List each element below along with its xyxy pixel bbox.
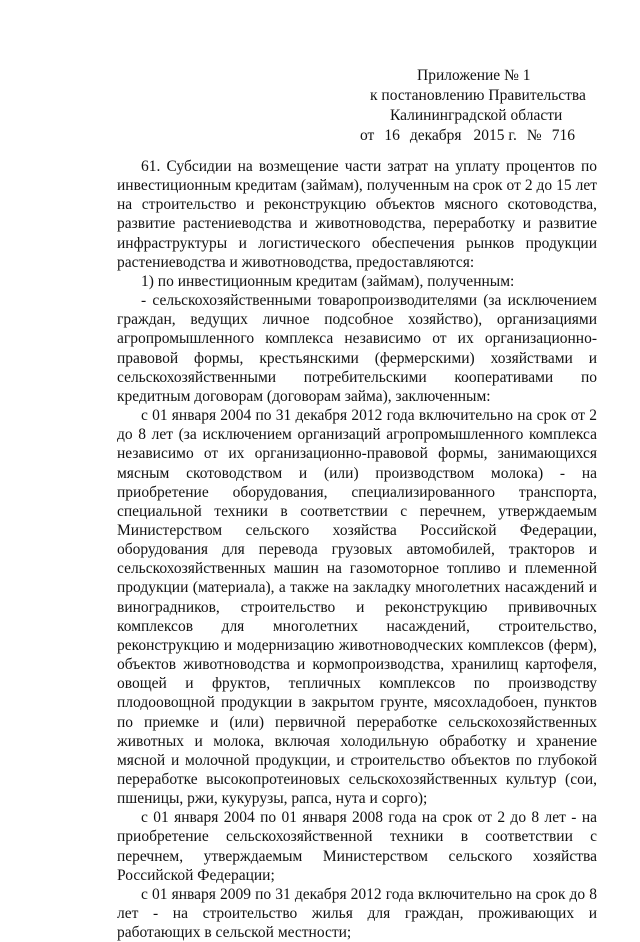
resolution-date-number (360, 126, 610, 146)
appendix-header (360, 66, 610, 146)
paragraph-2009-2012: с 01 января 2009 по 31 декабря 2012 года включительно на срок до 8 лет - на строительство жилья для граждан, проживающих и работающих в сельской местности; (117, 885, 597, 942)
number-sign: № (526, 127, 542, 144)
resolution-reference: к постановлению Правительства (370, 87, 586, 104)
paragraph-item-1: 1) по инвестиционным кредитам (займам), полученным: (141, 272, 515, 290)
date-year: 2015 г. (473, 127, 517, 144)
appendix-title: Приложение № 1 (417, 67, 531, 84)
date-day: 16 (384, 127, 400, 144)
paragraph-2004-2008: с 01 января 2004 по 01 января 2008 года на срок от 2 до 8 лет - на приобретение сельскохозяйственной техники в соответствии с перечнем, утверждаемым Министерством сельского хозяйства Российской Федерации; (117, 809, 597, 884)
region-name: Калининградской области (390, 107, 563, 124)
paragraph-61: 61. Субсидии на возмещение части затрат на уплату процентов по инвестиционным кредитам (займам), полученным на срок от 2 до 15 лет на строительство и реконструкцию объектов мясного скотоводства, развитие растениеводства и животноводства, переработку и развитие инфраструктуры и логистического обеспечения рынков продукции растениеводства и животноводства, предоставляются: (117, 158, 597, 271)
paragraph-2004-2012: с 01 января 2004 по 31 декабря 2012 года включительно на срок от 2 до 8 лет (за исключением организаций агропромышленного комплекса независимо от их организационно-правовой формы, занимающихся мясным скотоводством и (или) производством молока) - на приобретение оборудования, специализированного транспорта, специальной техники в соответствии с перечнем, утверждаемым Министерством сельского хозяйства Российской Федерации, оборудования для перевода грузовых автомобилей, тракторов и сельскохозяйственных машин на газомоторное топливо и племенной продукции (материала), а также на закладку многолетних насаждений и виноградников, строительство и реконструкцию прививочных комплексов для многолетних насаждений, строительство, реконструкцию и модернизацию животноводческих комплексов (ферм), объектов животноводства и кормопроизводства, хранилищ картофеля, овощей и фруктов, тепличных комплексов по производству плодоовощной продукции в закрытом грунте, мясохладобоен, пунктов по приемке и (или) первичной переработке сельскохозяйственных животных и молока, включая холодильную обработку и хранение мясной и молочной продукции, и строительство объектов по глубокой переработке высокопротеиновых сельскохозяйственных культур (сои, пшеницы, ржи, кукурузы, рапса, нута и сорго); (117, 407, 597, 808)
paragraph-producers: - сельскохозяйственными товаропроизводителями (за исключением граждан, ведущих личное подсобное хозяйство), организациями агропромышленного комплекса независимо от их организационно-правовой формы, крестьянскими (фермерскими) хозяйствами и сельскохозяйственными потребительскими кооперативами по кредитным договорам (договорам займа), заключенным: (117, 292, 597, 405)
document-body (117, 157, 597, 942)
resolution-number: 716 (551, 127, 575, 144)
date-month: декабря (409, 127, 462, 144)
date-prefix: от (360, 127, 375, 144)
